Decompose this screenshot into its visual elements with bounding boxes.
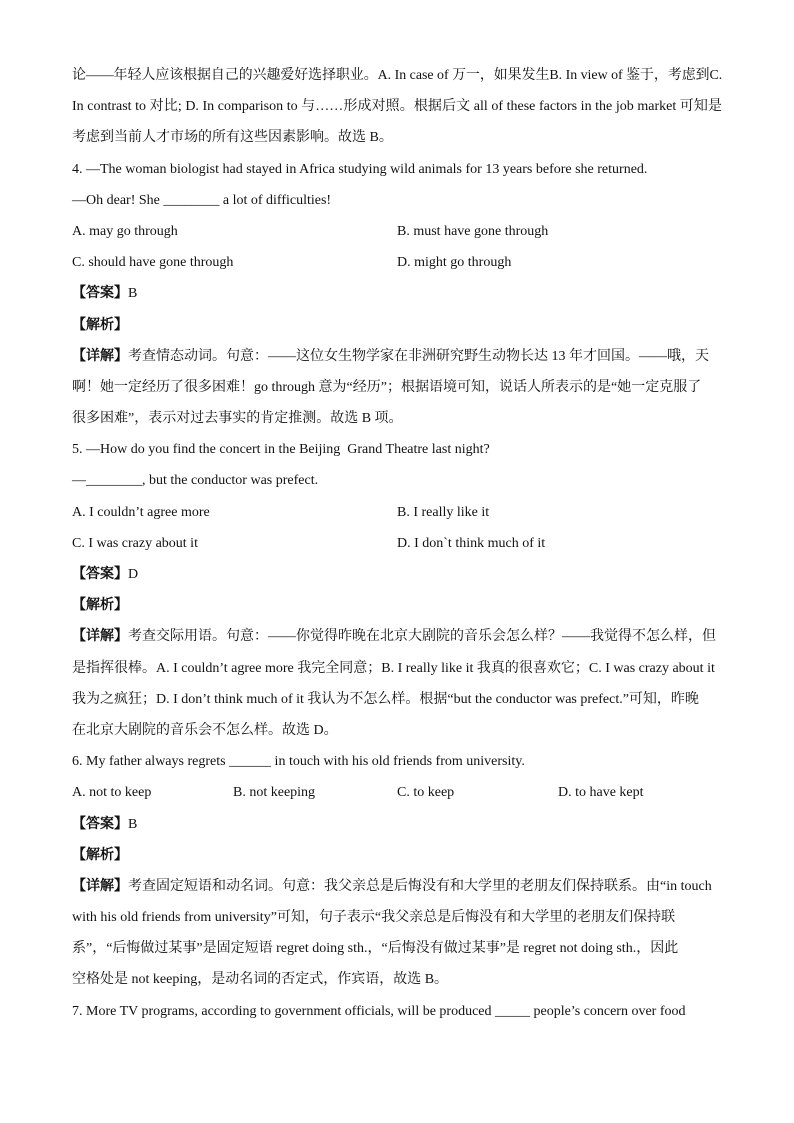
options-row: [72, 528, 722, 559]
detail-line: 空格处是 not keeping，是动名词的否定式，作宾语，故选 B。: [72, 972, 449, 988]
answer-line: [72, 278, 722, 309]
options-row: [72, 777, 722, 808]
detail-line: 啊！她一定经历了很多困难！go through 意为“经历”；根据语境可知，说话人所表示的是“她一定克服了: [72, 379, 702, 395]
answer-label: 【答案】: [72, 286, 128, 302]
options-row: [72, 497, 722, 528]
option-c: C. I was crazy about it: [72, 535, 198, 551]
option-a: A. I couldn’t agree more: [72, 504, 210, 520]
option-b: B. I really like it: [397, 504, 490, 520]
question-stem: —Oh dear! She ________ a lot of difficulties!: [72, 192, 332, 208]
detail-line: [72, 341, 722, 372]
question-5: [72, 434, 722, 746]
option-d: D. might go through: [397, 255, 512, 271]
detail-line: 很多困难”，表示对过去事实的肯定推测。故选 B 项。: [72, 411, 403, 427]
question-7: [72, 996, 722, 1027]
options-row: [72, 216, 722, 247]
answer-label: 【答案】: [72, 816, 128, 832]
detail-line: 我为之疯狂；D. I don’t think much of it 我认为不怎么样。根据“but the conductor was prefect.”可知，昨晚: [72, 691, 699, 707]
answer-label: 【答案】: [72, 567, 128, 582]
analysis-line: [72, 590, 722, 621]
analysis-label: 【解析】: [72, 847, 128, 863]
detail-line: 是指挥很棒。A. I couldn’t agree more 我完全同意；B. I really like it 我真的很喜欢它；C. I was crazy about it: [72, 660, 715, 676]
option-d: D. to have kept: [558, 785, 644, 801]
option-d: D. I don`t think much of it: [397, 535, 546, 551]
explanation-line: In contrast to 对比; D. In comparison to 与……形成对照。根据后文 all of these factors in the job market 可知是: [72, 99, 722, 115]
answer-value: B: [128, 286, 138, 302]
detail-text: 考查固定短语和动名词。句意：我父亲总是后悔没有和大学里的老朋友们保持联系。由“in touch: [128, 878, 712, 894]
option-b: B. not keeping: [233, 785, 316, 801]
option-b: B. must have gone through: [397, 223, 549, 239]
option-c: C. to keep: [397, 785, 455, 801]
option-a: A. not to keep: [72, 785, 152, 801]
page-content: [72, 60, 722, 1027]
detail-line: 在北京大剧院的音乐会不怎么样。故选 D。: [72, 722, 338, 738]
question-stem: 5. —How do you find the concert in the Beijing Grand Theatre last night?: [72, 442, 490, 458]
detail-text: 考查情态动词。句意：——这位女生物学家在非洲研究野生动物长达 13 年才回国。——哦，天: [128, 348, 709, 364]
answer-value: D: [128, 567, 139, 582]
detail-line: 系”，“后悔做过某事”是固定短语 regret doing sth.，“后悔没有做过某事”是 regret not doing sth.，因此: [72, 941, 679, 957]
options-row: [72, 247, 722, 278]
question-stem: 7. More TV programs, according to government officials, will be produced _____ people’s concern over food: [72, 1003, 686, 1019]
detail-line: with his old friends from university”可知，句子表示“我父亲总是后悔没有和大学里的老朋友们保持联: [72, 910, 676, 926]
answer-value: B: [128, 816, 138, 832]
explanation-line: 考虑到当前人才市场的所有这些因素影响。故选 B。: [72, 130, 393, 146]
detail-text: 考查交际用语。句意：——你觉得昨晚在北京大剧院的音乐会怎么样？——我觉得不怎么样，但: [128, 629, 716, 645]
option-a: A. may go through: [72, 223, 178, 239]
answer-line: [72, 809, 722, 840]
detail-label: 【详解】: [72, 878, 128, 894]
explanation-line: 论——年轻人应该根据自己的兴趣爱好选择职业。A. In case of 万一，如果发生B. In view of 鉴于，考虑到C.: [72, 68, 723, 83]
question-stem: —________, but the conductor was prefect.: [72, 473, 319, 489]
option-c: C. should have gone through: [72, 255, 234, 271]
previous-explanation: [72, 60, 722, 154]
question-6: [72, 746, 722, 996]
detail-label: 【详解】: [72, 348, 128, 364]
answer-line: [72, 559, 722, 590]
question-stem: 4. —The woman biologist had stayed in Africa studying wild animals for 13 years before she returned.: [72, 161, 648, 177]
detail-line: [72, 871, 722, 902]
analysis-line: [72, 840, 722, 871]
question-stem: 6. My father always regrets ______ in touch with his old friends from university.: [72, 754, 525, 770]
detail-label: 【详解】: [72, 629, 128, 645]
detail-line: [72, 621, 722, 652]
question-4: [72, 154, 722, 435]
analysis-label: 【解析】: [72, 598, 128, 614]
analysis-line: [72, 310, 722, 341]
analysis-label: 【解析】: [72, 317, 128, 333]
